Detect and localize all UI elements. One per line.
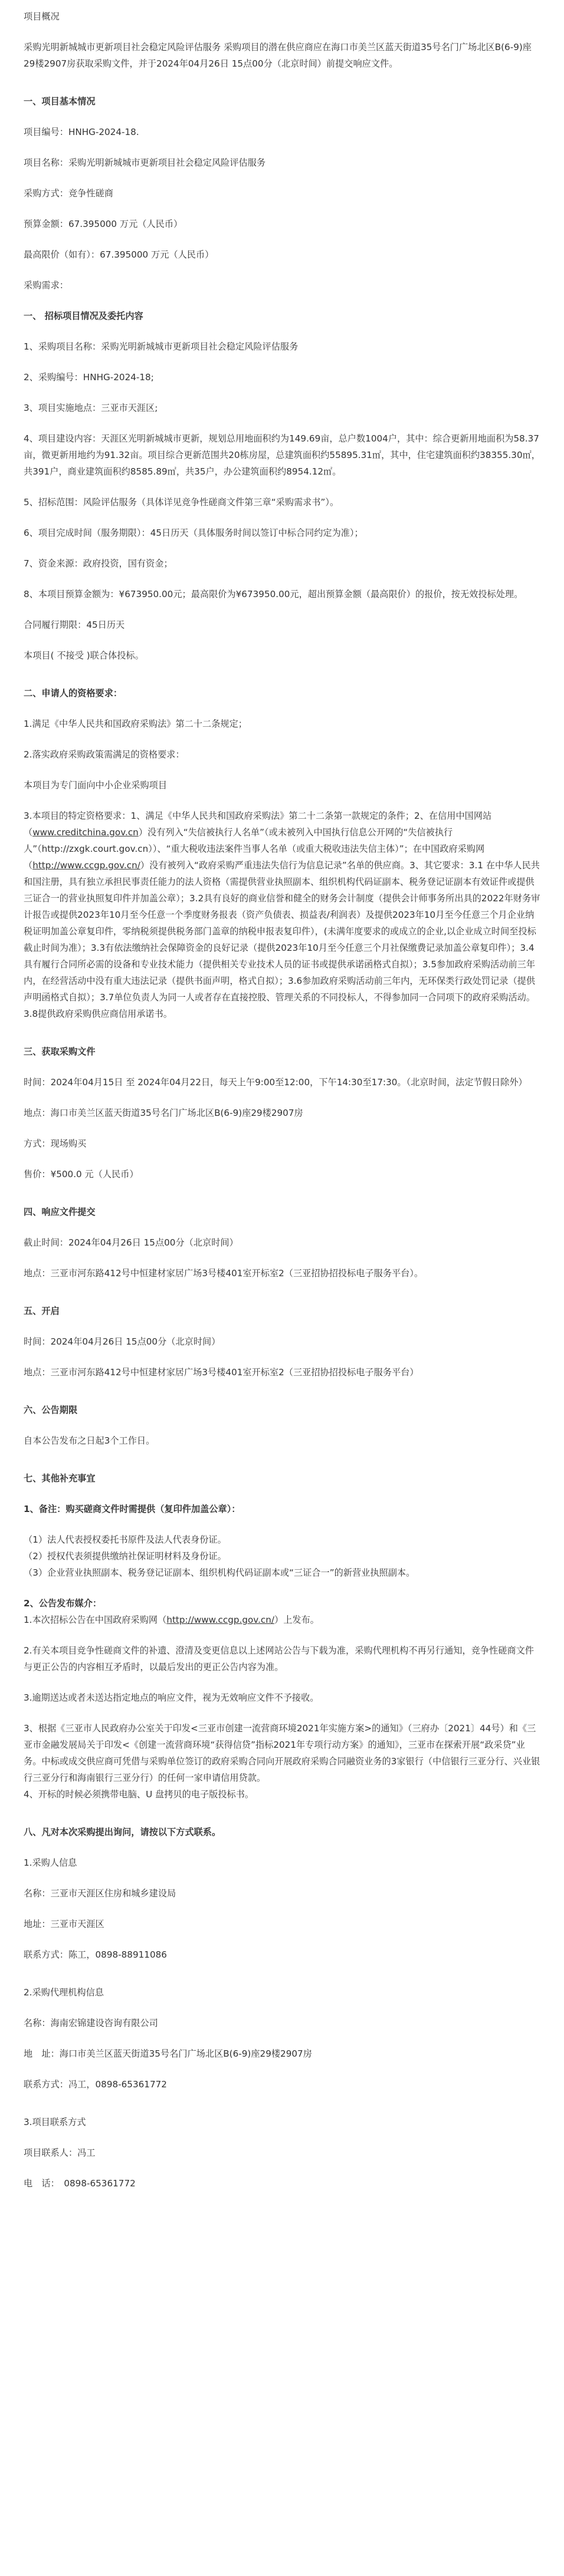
note-2-item: 4、开标的时候必须携带电脑、U 盘拷贝的电子版投标书。 bbox=[24, 1789, 254, 1800]
section-5-title: 五、开启 bbox=[24, 1306, 60, 1316]
obtain-time: 时间：2024年04月15日 至 2024年04月22日，每天上午9:00至12:00，下午14:30至17:30。（北京时间，法定节假日除外） bbox=[24, 1077, 527, 1088]
note-2-item: 2.有关本项目竞争性磋商文件的补遗、澄清及变更信息以上述网站公告与下载为准，采购代理机构不再另行通知，竞争性磋商文件与更正公告的内容相互矛盾时，以最后发出的更正公告内容为准。 bbox=[24, 1645, 534, 1672]
purchaser-title: 1.采购人信息 bbox=[24, 1857, 77, 1868]
requirement-item: 6、项目完成时间（服务期限）：45日历天（具体服务时间以签订中标合同约定为准）； bbox=[24, 528, 363, 538]
qualification-item: 2.落实政府采购政策需满足的资格要求： bbox=[24, 749, 185, 760]
document-price: 售价：¥500.0 元（人民币） bbox=[24, 1169, 139, 1180]
note-2-title: 2、公告发布媒介： bbox=[24, 1598, 102, 1609]
section-2-title: 二、申请人的资格要求： bbox=[24, 688, 123, 699]
project-name: 项目名称：采购光明新城城市更新项目社会稳定风险评估服务 bbox=[24, 157, 266, 168]
qualification-text: 3.本项目的特定资格要求：1、满足《中华人民共和国政府采购法》第二十二条第一款规定的条件；2、在信用中国网站（ bbox=[24, 811, 492, 838]
project-contact-title: 3.项目联系方式 bbox=[24, 2117, 86, 2127]
note-2-text: ）上发布。 bbox=[274, 1615, 319, 1625]
obtain-method: 方式：现场购买 bbox=[24, 1138, 87, 1149]
opening-time: 时间：2024年04月26日 15点00分（北京时间） bbox=[24, 1336, 221, 1347]
opening-place: 地点：三亚市河东路412号中恒建材家居广场3号楼401室开标室2（三亚招协招投标电子服务平台） bbox=[24, 1367, 419, 1378]
agency-name: 名称：海南宏锦建设咨询有限公司 bbox=[24, 2018, 158, 2028]
ccgp-link[interactable]: http://www.ccgp.gov.cn/ bbox=[166, 1615, 275, 1625]
purchaser-address: 地址：三亚市天涯区 bbox=[24, 1919, 104, 1929]
agency-address: 地 址：海口市美兰区蓝天街道35号名门广场北区B(6-9)座29楼2907房 bbox=[24, 2048, 312, 2059]
agency-contact: 联系方式：冯工，0898-65361772 bbox=[24, 2079, 167, 2090]
submission-deadline: 截止时间：2024年04月26日 15点00分（北京时间） bbox=[24, 1237, 238, 1248]
project-contact-person: 项目联系人：冯工 bbox=[24, 2147, 96, 2158]
requirement-item: 5、招标范围：风险评估服务（具体详见竞争性磋商文件第三章“采购需求书”）。 bbox=[24, 497, 339, 508]
purchaser-contact: 联系方式：陈工，0898-88911086 bbox=[24, 1949, 167, 1960]
requirement-item: 7、资金来源：政府投资，国有资金； bbox=[24, 558, 173, 569]
project-number: 项目编号：HNHG-2024-18. bbox=[24, 127, 139, 137]
section-6-title: 六、公告期限 bbox=[24, 1405, 78, 1415]
budget-amount: 预算金额：67.395000 万元（人民币） bbox=[24, 219, 183, 229]
obtain-place: 地点：海口市美兰区蓝天街道35号名门广场北区B(6-9)座29楼2907房 bbox=[24, 1108, 303, 1118]
requirement-item: 8、本项目预算金额为：¥673950.00元；最高限价为¥673950.00元，超出预算金额（最高限价）的报价，按无效投标处理。 bbox=[24, 589, 523, 599]
note-1-item: （3）企业营业执照副本、税务登记证副本、组织机构代码证副本或“三证合一”的新营业执照副本。 bbox=[24, 1567, 415, 1578]
overview-heading: 项目概况 bbox=[24, 11, 60, 22]
overview-summary: 采购光明新城城市更新项目社会稳定风险评估服务 采购项目的潜在供应商应在海口市美兰区蓝天街道35号名门广场北区B(6-9)座29楼2907房获取采购文件，并于2024年04月26日 15点00分（北京时间）前提交响应文件。 bbox=[24, 42, 532, 69]
section-1-title: 一、项目基本情况 bbox=[24, 96, 96, 107]
section-7-title: 七、其他补充事宜 bbox=[24, 1473, 96, 1484]
bidding-project-subtitle: 一、 招标项目情况及委托内容 bbox=[24, 311, 143, 321]
requirement-item: 1、采购项目名称：采购光明新城城市更新项目社会稳定风险评估服务 bbox=[24, 341, 299, 352]
requirement-item: 3、项目实施地点：三亚市天涯区; bbox=[24, 403, 158, 413]
note-2-text: 1.本次招标公告在中国政府采购网（ bbox=[24, 1615, 167, 1625]
qualification-text: ）没有被列入“政府采购严重违法失信行为信息记录”名单的供应商。3、其它要求：3.1 在中华人民共和国注册，具有独立承担民事责任能力的法人资格（需提供营业执照副本、组织机构代码证副本、税务登记证副本有效证件或提供三证合一的营业执照复印件并加盖公章）；3.2具有良好的商业信誉和健全的财务会计制度（提供会计师事务所出具的2022年财务审计报告或提供2023年10月至今任意一个季度财务报表（资产负债表、损益表/利润表）及提供2023年10月至今任意三个月企业纳税证明加盖公章复印件，零纳税须提供税务部门盖章的纳税申报表复印件），(未满年度要求的或成立的企业,以企业成立时间至投标截止时间为准）；3.3有依法缴纳社会保障资金的良好记录（提供2023年10月至今任意三个月社保缴费记录加盖公章复印件）；3.4具有履行合同所必需的设备和专业技术能力（提供相关专业技术人员的证书或提供承诺函格式自拟）；3.5参加政府采购活动前三年内，在经营活动中没有重大违法记录（提供书面声明，格式自拟）；3.6参加政府采购活动前三年内，无环保类行政处罚记录（提供声明函格式自拟）；3.7单位负责人为同一人或者存在直接控股、管理关系的不同投标人，不得参加同一合同项下的政府采购活动。3.8提供政府采购供应商信用承诺书。 bbox=[24, 860, 540, 1019]
qualification-text: ）没有列入“失信被执行人名单”（或未被列入中国执行信息公开网的“失信被执行人”（http://zxgk.court.gov.cn））、“重大税收违法案件当事人名单（或重大税收违法失信主体）”；在中国政府采购网（ bbox=[24, 827, 485, 871]
note-1-item: （1）法人代表授权委托书原件及法人代表身份证。 bbox=[24, 1534, 227, 1545]
note-2-item: 3、根据《三亚市人民政府办公室关于印发<三亚市创建一流营商环境2021年实施方案>的通知》（三府办〔2021〕44号）和《三亚市金融发展局关于印发<《创建一流营商环境“获得信贷”指标2021年专项行动方案》的通知》，三亚市在探索开展“政采贷”业务。中标或成交供应商可凭借与采购单位签订的政府采购合同向开展政府采购合同融资业务的3家银行（中信银行三亚分行、兴业银行三亚分行和海南银行三亚分行）的任何一家申请信用贷款。 bbox=[24, 1723, 540, 1783]
purchaser-name: 名称：三亚市天涯区住房和城乡建设局 bbox=[24, 1888, 176, 1899]
contract-term: 合同履行期限：45日历天 bbox=[24, 620, 125, 630]
note-2-item bbox=[24, 1612, 540, 1628]
submission-place: 地点：三亚市河东路412号中恒建材家居广场3号楼401室开标室2（三亚招协招投标电子服务平台）。 bbox=[24, 1268, 424, 1279]
requirement-item: 4、项目建设内容：天涯区光明新城城市更新，规划总用地面积约为149.69亩，总户数1004户，其中：综合更新用地面积为58.37亩，微更新用地约为91.32亩。项目综合更新范围共20栋房屋，总建筑面积约55895.31㎡，其中，住宅建筑面积约38355.30㎡，共391户，商业建筑面积约8585.89㎡，共35户，办公建筑面积约8954.12㎡。 bbox=[24, 433, 540, 477]
procurement-method: 采购方式：竞争性磋商 bbox=[24, 188, 113, 199]
section-3-title: 三、获取采购文件 bbox=[24, 1046, 96, 1057]
note-1-title: 1、备注：购买磋商文件时需提供（复印件加盖公章）： bbox=[24, 1504, 241, 1514]
requirements-label: 采购需求： bbox=[24, 280, 68, 291]
announcement-period: 自本公告发布之日起3个工作日。 bbox=[24, 1435, 155, 1446]
agency-title: 2.采购代理机构信息 bbox=[24, 1987, 104, 1998]
section-8-title: 八、凡对本次采购提出询问，请按以下方式联系。 bbox=[24, 1827, 221, 1837]
note-1-item: （2）授权代表须提供缴纳社保证明材料及身份证。 bbox=[24, 1551, 227, 1562]
creditchina-link[interactable]: www.creditchina.gov.cn bbox=[32, 827, 139, 838]
qualification-specific bbox=[24, 808, 540, 1022]
ccgp-link[interactable]: http://www.ccgp.gov.cn/ bbox=[32, 860, 140, 871]
qualification-item: 1.满足《中华人民共和国政府采购法》第二十二条规定； bbox=[24, 719, 247, 729]
requirement-item: 2、采购编号：HNHG-2024-18; bbox=[24, 372, 154, 383]
section-4-title: 四、响应文件提交 bbox=[24, 1207, 96, 1217]
consortium-note: 本项目( 不接受 )联合体投标。 bbox=[24, 650, 144, 661]
qualification-item: 本项目为专门面向中小企业采购项目 bbox=[24, 780, 167, 790]
project-contact-phone: 电 话： 0898-65361772 bbox=[24, 2178, 136, 2189]
max-price: 最高限价（如有）：67.395000 万元（人民币） bbox=[24, 249, 214, 260]
note-2-item: 3.逾期送达或者未送达指定地点的响应文件，视为无效响应文件不予接收。 bbox=[24, 1692, 319, 1703]
